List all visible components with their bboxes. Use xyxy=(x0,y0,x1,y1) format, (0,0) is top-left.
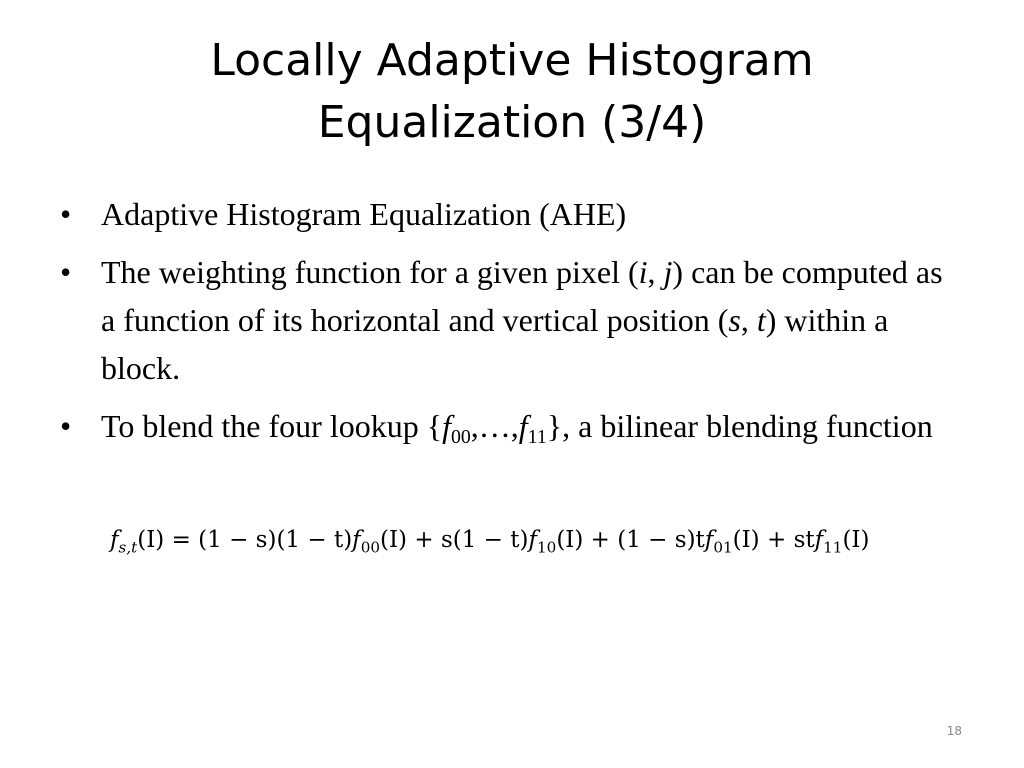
formula-term1-coefficient: (1 − s)(1 − t) xyxy=(198,527,353,553)
formula-plus: + xyxy=(407,527,441,553)
formula-term4-coefficient: st xyxy=(793,527,815,553)
formula-term3-coefficient: (1 − s)t xyxy=(617,527,705,553)
subscript: 00 xyxy=(450,425,471,448)
bullet-marker: • xyxy=(60,254,72,290)
bullet-text-part: The weighting function for a given pixel ( xyxy=(101,254,639,290)
formula-term3-f: f xyxy=(704,527,714,553)
formula-lhs-arg: (I) = xyxy=(137,527,199,553)
bullet-item-ahe xyxy=(60,190,960,238)
formula-plus: + xyxy=(759,527,794,553)
formula-term4-f: f xyxy=(814,527,824,553)
variable-s: s xyxy=(728,302,741,338)
function-symbol: f xyxy=(518,408,528,444)
bullet-text: Adaptive Histogram Equalization (AHE) xyxy=(101,196,627,232)
bullet-text-separator: , xyxy=(740,302,757,338)
formula-term3-subscript: 01 xyxy=(713,538,733,557)
page-number: 18 xyxy=(946,724,962,738)
bullet-text-part: ) can be computed as a function of its horizontal and vertical position ( xyxy=(101,254,943,338)
slide-title-line-2: Equalization (3/4) xyxy=(317,97,707,148)
formula-lhs-f: f xyxy=(110,527,119,553)
bullet-text-part: To blend the four lookup { xyxy=(101,408,443,444)
slide-title xyxy=(112,30,912,154)
formula-term2-arg: (I) xyxy=(556,527,584,553)
bullet-item-weighting-function xyxy=(60,248,960,392)
bullet-text-part: ) within a block. xyxy=(101,302,889,386)
formula-term4-subscript: 11 xyxy=(823,538,843,557)
formula-plus: + xyxy=(583,527,618,553)
formula-lhs-subscript: s,t xyxy=(118,538,138,557)
formula-term1-arg: (I) xyxy=(380,527,408,553)
function-symbol: f xyxy=(442,408,451,444)
blending-formula xyxy=(110,520,870,560)
formula-term2-f: f xyxy=(528,527,537,553)
formula-term1-subscript: 00 xyxy=(360,538,380,557)
slide-title-line-1: Locally Adaptive Histogram xyxy=(210,35,814,86)
formula-term2-subscript: 10 xyxy=(537,538,557,557)
bullet-item-bilinear-blending xyxy=(60,402,960,450)
bullet-marker: • xyxy=(60,408,72,444)
bullet-text-separator: , xyxy=(647,254,664,290)
bullet-list xyxy=(60,190,960,460)
formula-term3-arg: (I) xyxy=(732,527,760,553)
formula-term4-arg: (I) xyxy=(842,527,870,553)
formula-term2-coefficient: s(1 − t) xyxy=(440,527,529,553)
subscript: 11 xyxy=(527,425,547,448)
variable-t: t xyxy=(756,302,766,338)
bullet-text-part: }, a bilinear blending function xyxy=(546,408,933,444)
ellipsis: ,…, xyxy=(470,408,519,444)
variable-j: j xyxy=(663,254,673,290)
variable-i: i xyxy=(638,254,648,290)
formula-term1-f: f xyxy=(352,527,361,553)
bullet-marker: • xyxy=(60,196,72,232)
